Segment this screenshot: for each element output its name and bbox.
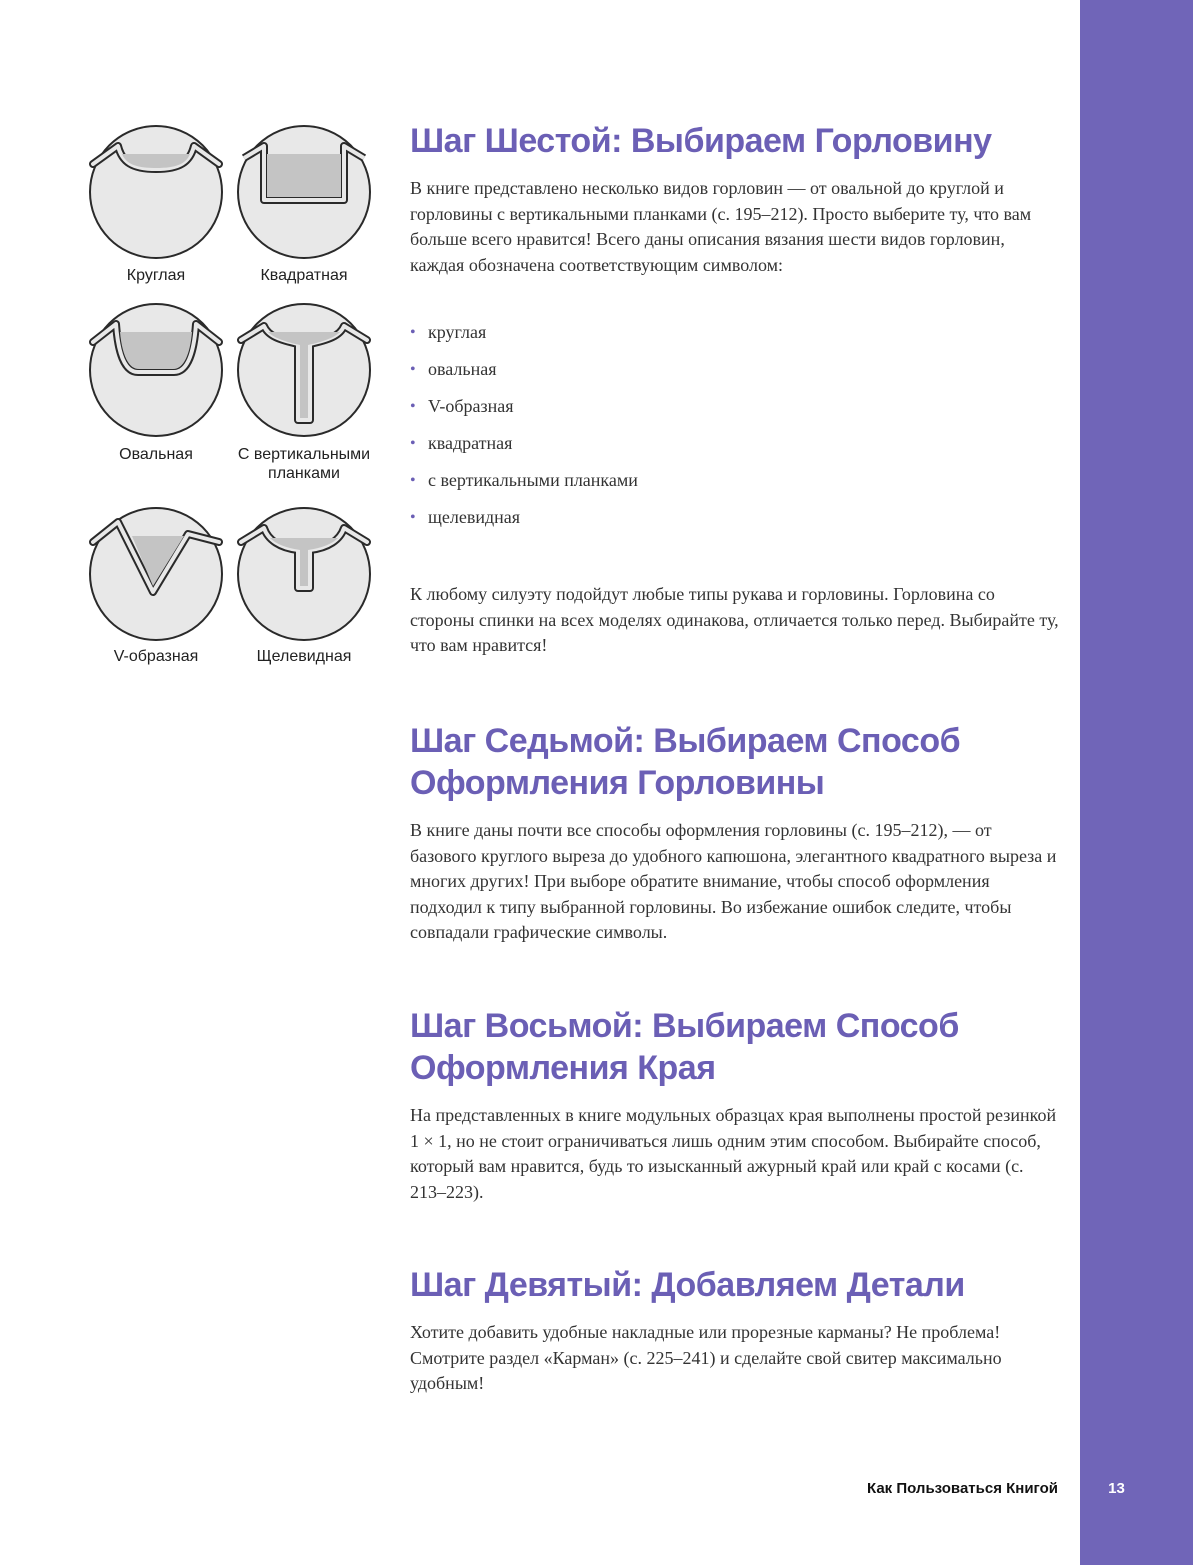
step9-section xyxy=(410,1264,1060,1397)
bullet-icon: • xyxy=(410,509,416,526)
placket-neck-icon xyxy=(236,302,372,438)
placket-neck-label-line1: С вертикальными xyxy=(237,446,371,463)
square-neck-icon xyxy=(236,124,372,260)
step7-text: В книге даны почти все способы оформления горловины (с. 195–212), — от базового круглого выреза до удобного капюшона, элегантного квадратного выреза и многих других! При выборе обратите внимание, чтобы способ оформления подходил к типу выбранной горловины. Во избежание ошибок следите, чтобы совпадали графические символы. xyxy=(410,820,1057,942)
list-item-text: с вертикальными планками xyxy=(428,470,638,490)
placket-neck-label-line2: планками xyxy=(268,465,340,482)
list-item xyxy=(410,468,1060,505)
bullet-icon: • xyxy=(410,472,416,489)
page-number: 13 xyxy=(1108,1480,1125,1497)
list-item xyxy=(410,505,1060,542)
step8-text: На представленных в книге модульных образцах края выполнены простой резинкой 1 × 1, но не стоит ограничиваться лишь одним этим способом. Выбирайте способ, который вам нравится, будь то изысканный ажурный край или край с косами (с. 213–223). xyxy=(410,1105,1057,1202)
list-item-text: квадратная xyxy=(428,433,513,453)
list-item-text: овальная xyxy=(428,359,497,379)
step7-title xyxy=(410,720,1060,804)
step7-title-line1: Шаг Седьмой: Выбираем Способ xyxy=(410,722,961,760)
side-color-bar xyxy=(1080,0,1193,1565)
list-item xyxy=(410,320,1060,357)
step8-title xyxy=(410,1005,1060,1089)
list-item xyxy=(410,357,1060,394)
step6-section xyxy=(410,120,1060,659)
v-neck-label: V-образная xyxy=(113,648,199,665)
step6-intro: В книге представлено несколько видов горловин — от овальной до круглой и горловины с вертикальными планками (с. 195–212). Просто выберите ту, что вам больше всего нравится! Всего даны описания вязания шести видов горловин, каждая обозначена соответствующим символом: xyxy=(410,178,1032,275)
list-item-text: V-образная xyxy=(428,396,514,416)
step8-title-line1: Шаг Восьмой: Выбираем Способ xyxy=(410,1007,959,1045)
step8-title-line2: Оформления Края xyxy=(410,1049,716,1087)
list-item xyxy=(410,431,1060,468)
step6-outro: К любому силуэту подойдут любые типы рукава и горловины. Горловина со стороны спинки на всех моделях одинакова, отличается только перед. Выбирайте ту, что вам нравится! xyxy=(410,584,1059,655)
bullet-icon: • xyxy=(410,361,416,378)
oval-neck-icon xyxy=(88,302,224,438)
step7-title-line2: Оформления Горловины xyxy=(410,764,825,802)
round-neck-label: Круглая xyxy=(126,267,186,284)
step9-title: Шаг Девятый: Добавляем Детали xyxy=(410,1266,965,1304)
bullet-icon: • xyxy=(410,324,416,341)
step9-text: Хотите добавить удобные накладные или прорезные карманы? Не проблема! Смотрите раздел «Карман» (с. 225–241) и сделайте свой свитер максимально удобным! xyxy=(410,1322,1002,1393)
step7-section xyxy=(410,720,1060,946)
slit-neck-label: Щелевидная xyxy=(256,648,352,665)
step8-section xyxy=(410,1005,1060,1205)
neckline-list xyxy=(410,320,1060,542)
oval-neck-label: Овальная xyxy=(119,446,193,463)
round-neck-icon xyxy=(88,124,224,260)
footer-section-title: Как Пользоваться Книгой xyxy=(867,1480,1058,1497)
list-item-text: щелевидная xyxy=(428,507,521,527)
square-neck-label: Квадратная xyxy=(260,267,348,284)
v-neck-icon xyxy=(88,506,224,642)
slit-neck-icon xyxy=(236,506,372,642)
step6-title: Шаг Шестой: Выбираем Горловину xyxy=(410,122,992,160)
bullet-icon: • xyxy=(410,398,416,415)
placket-neck-label xyxy=(229,445,379,483)
list-item xyxy=(410,394,1060,431)
list-item-text: круглая xyxy=(428,322,487,342)
bullet-icon: • xyxy=(410,435,416,452)
